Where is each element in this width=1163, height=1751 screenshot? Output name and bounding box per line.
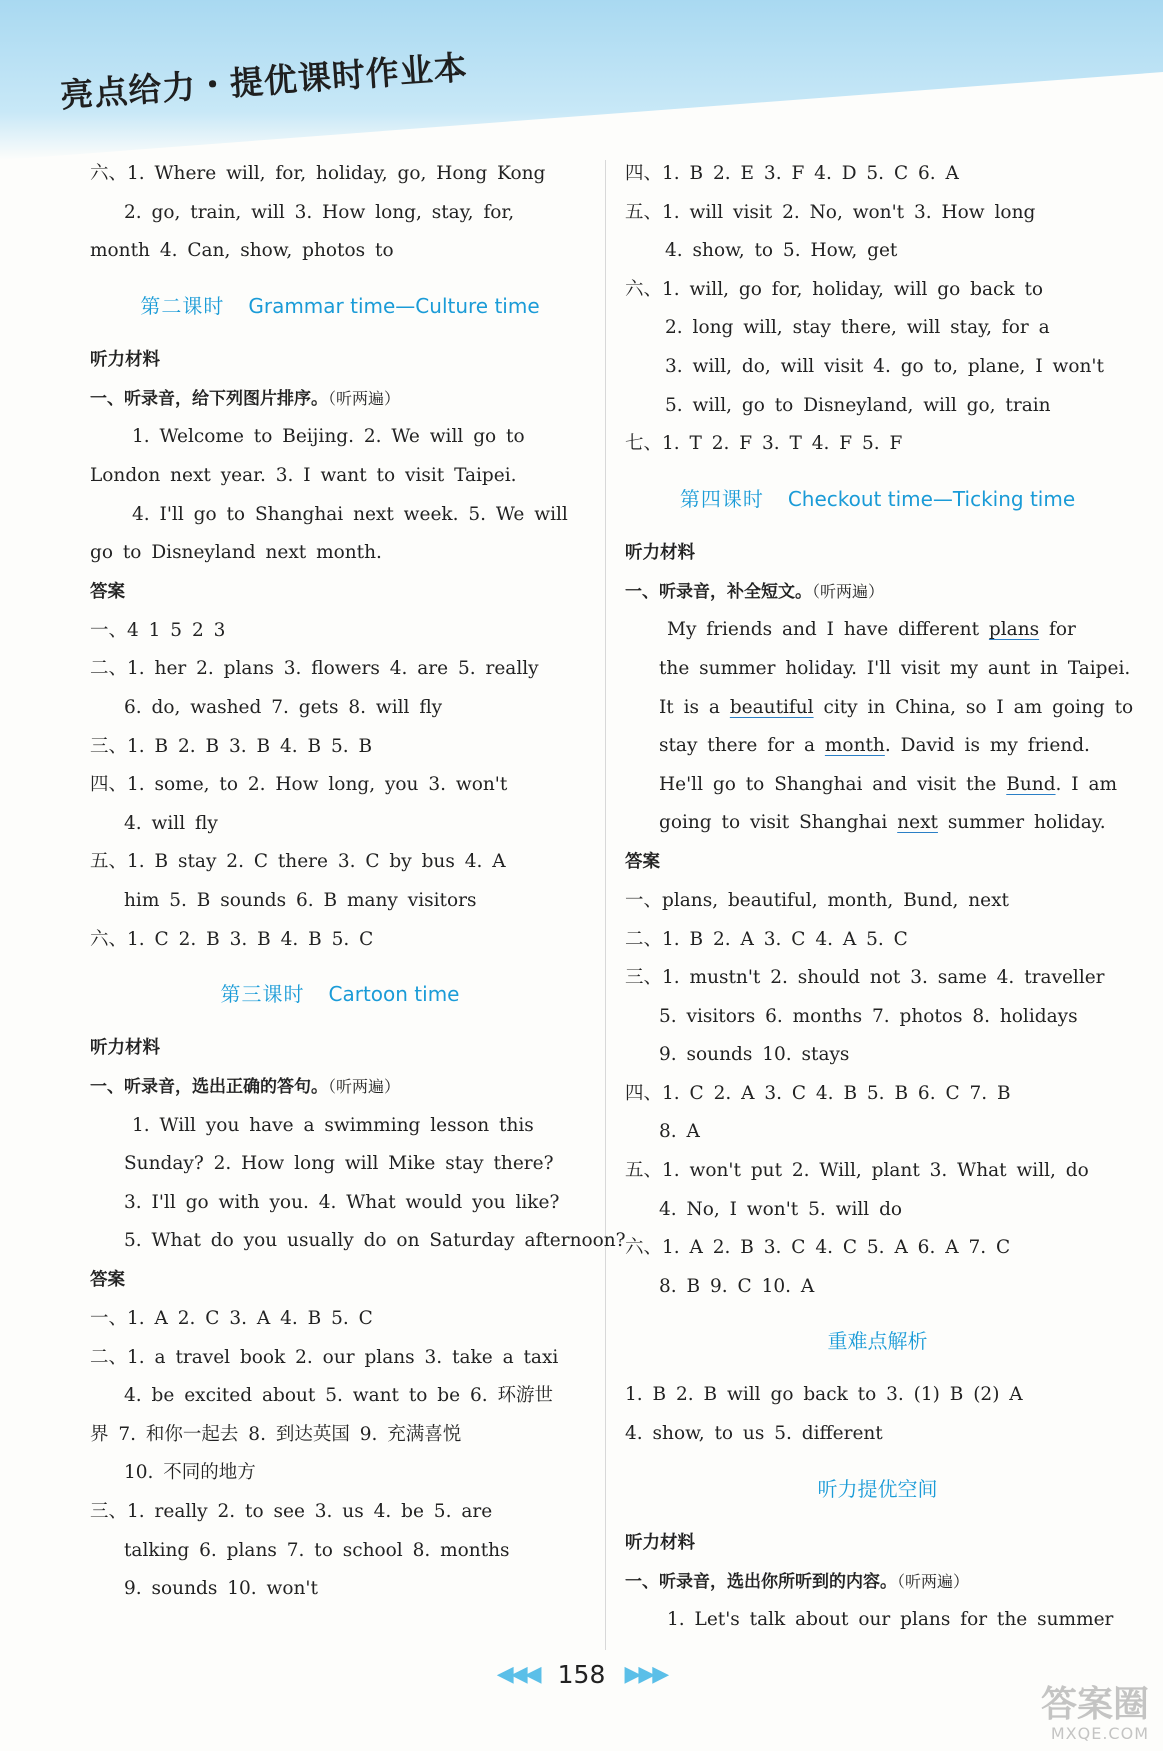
answer-line: 2. long will, stay there, will stay, for a bbox=[665, 317, 1050, 339]
answer-line: 三、1. B 2. B 3. B 4. B 5. B bbox=[90, 735, 373, 757]
answer-line: 四、1. C 2. A 3. C 4. B 5. B 6. C 7. B bbox=[625, 1082, 1011, 1104]
answer-line: 二、1. her 2. plans 3. flowers 4. are 5. really bbox=[90, 658, 539, 680]
answer-line: 4. be excited about 5. want to be 6. 环游世 bbox=[124, 1385, 553, 1407]
listening-label: 听力材料 bbox=[625, 1532, 695, 1553]
transcript-line: 1. Let's talk about our plans for the summer bbox=[667, 1609, 1114, 1631]
section-heading-en: Checkout time—Ticking time bbox=[787, 486, 1076, 511]
page-footer bbox=[0, 1660, 1163, 1689]
answer-line: 六、1. will, go for, holiday, will go back to bbox=[625, 278, 1044, 300]
answer-line: 五、1. won't put 2. Will, plant 3. What will, do bbox=[625, 1160, 1089, 1182]
section-heading-en: Grammar time—Culture time bbox=[248, 293, 540, 318]
blank-answer: month bbox=[824, 735, 885, 757]
answer-line: 4. show, to 5. How, get bbox=[665, 240, 898, 262]
right-column bbox=[625, 155, 1134, 1640]
listening-label: 听力材料 bbox=[90, 349, 160, 370]
transcript-line: 3. I'll go with you. 4. What would you like? bbox=[124, 1191, 560, 1213]
answer-line: 四、1. some, to 2. How long, you 3. won't bbox=[90, 774, 508, 796]
answer-line: him 5. B sounds 6. B many visitors bbox=[124, 889, 477, 911]
passage-line: stay there for a month. David is my friend. bbox=[659, 735, 1090, 757]
transcript-line: 5. What do you usually do on Saturday afternoon? bbox=[124, 1230, 626, 1252]
transcript-line: 1. Will you have a swimming lesson this bbox=[132, 1114, 534, 1136]
answer-line: 4. No, I won't 5. will do bbox=[659, 1198, 903, 1220]
answer-line: 一、plans, beautiful, month, Bund, next bbox=[625, 889, 1009, 911]
answer-line: month 4. Can, show, photos to bbox=[90, 240, 394, 262]
transcript-line: Sunday? 2. How long will Mike stay there? bbox=[124, 1153, 554, 1175]
question-heading: 一、听录音，补全短文。（听两遍） bbox=[625, 581, 885, 602]
answer-line: 10. 不同的地方 bbox=[124, 1462, 256, 1484]
blank-answer: Bund bbox=[1006, 773, 1056, 795]
answer-line: 2. go, train, will 3. How long, stay, for, bbox=[124, 201, 515, 223]
answers-label: 答案 bbox=[625, 851, 660, 872]
answer-line: 一、1. A 2. C 3. A 4. B 5. C bbox=[90, 1308, 373, 1330]
page-number: 158 bbox=[557, 1660, 606, 1689]
column-divider bbox=[605, 160, 606, 1650]
answer-line: 4. will fly bbox=[124, 812, 218, 834]
answer-line: 4. show, to us 5. different bbox=[625, 1423, 883, 1445]
passage-line: He'll go to Shanghai and visit the Bund. I am bbox=[659, 773, 1118, 795]
answer-line: 6. do, washed 7. gets 8. will fly bbox=[124, 696, 443, 718]
question-heading: 一、听录音，选出你所听到的内容。（听两遍） bbox=[625, 1571, 970, 1592]
passage-line: It is a beautiful city in China, so I am going to bbox=[659, 696, 1134, 718]
section-heading-cn: 第四课时 bbox=[679, 486, 764, 511]
answer-line: 1. B 2. B will go back to 3. (1) B (2) A bbox=[625, 1384, 1023, 1406]
section-heading-lesson2 bbox=[90, 271, 590, 341]
answer-line: 四、1. B 2. E 3. F 4. D 5. C 6. A bbox=[625, 163, 959, 184]
section-heading-listening-space bbox=[625, 1454, 1130, 1524]
blank-answer: plans bbox=[988, 619, 1040, 641]
answer-line: 5. will, go to Disneyland, will go, train bbox=[665, 394, 1051, 416]
answer-line: 五、1. B stay 2. C there 3. C by bus 4. A bbox=[90, 851, 506, 873]
blank-answer: next bbox=[897, 812, 938, 834]
answer-line: 三、1. really 2. to see 3. us 4. be 5. are bbox=[90, 1501, 493, 1523]
watermark: 答案圈 MXQE.COM bbox=[1040, 1684, 1149, 1743]
left-column bbox=[90, 155, 626, 1609]
answer-line: 三、1. mustn't 2. should not 3. same 4. traveller bbox=[625, 967, 1105, 989]
section-heading-cn: 重难点解析 bbox=[827, 1329, 928, 1354]
answer-line: 8. B 9. C 10. A bbox=[659, 1275, 815, 1297]
listening-label: 听力材料 bbox=[625, 542, 695, 563]
answer-line: 六、1. C 2. B 3. B 4. B 5. C bbox=[90, 928, 374, 950]
previous-arrows-icon: ◀◀◀ bbox=[496, 1662, 539, 1687]
answer-line: 3. will, do, will visit 4. go to, plane, I won't bbox=[665, 355, 1104, 377]
answers-label: 答案 bbox=[90, 1270, 125, 1291]
answers-label: 答案 bbox=[90, 581, 125, 602]
section-heading-lesson3 bbox=[90, 959, 590, 1029]
answer-line: 9. sounds 10. stays bbox=[659, 1044, 850, 1066]
passage-line: the summer holiday. I'll visit my aunt in Taipei. bbox=[659, 657, 1131, 679]
next-arrows-icon: ▶▶▶ bbox=[624, 1662, 667, 1687]
answer-line: 9. sounds 10. won't bbox=[124, 1578, 318, 1600]
passage-line: My friends and I have different plans for bbox=[667, 619, 1076, 641]
answer-line: 8. A bbox=[659, 1121, 700, 1143]
answer-line: talking 6. plans 7. to school 8. months bbox=[124, 1539, 510, 1561]
section-heading-cn: 第三课时 bbox=[220, 982, 305, 1007]
answer-line: 六、1. Where will, for, holiday, go, Hong Kong bbox=[90, 163, 546, 184]
section-heading-lesson4 bbox=[625, 464, 1130, 534]
blank-answer: beautiful bbox=[729, 696, 814, 718]
book-title: 亮点给力・提优课时作业本 bbox=[59, 47, 469, 116]
section-heading-en: Cartoon time bbox=[328, 982, 460, 1007]
transcript-line: 1. Welcome to Beijing. 2. We will go to bbox=[132, 426, 525, 448]
transcript-line: go to Disneyland next month. bbox=[90, 542, 382, 564]
question-heading: 一、听录音，选出正确的答句。（听两遍） bbox=[90, 1077, 401, 1098]
section-heading-cn: 第二课时 bbox=[140, 293, 225, 318]
passage-line: going to visit Shanghai next summer holiday. bbox=[659, 812, 1106, 834]
answer-line: 五、1. will visit 2. No, won't 3. How long bbox=[625, 201, 1036, 223]
answer-line: 二、1. a travel book 2. our plans 3. take a taxi bbox=[90, 1346, 559, 1368]
answer-line: 5. visitors 6. months 7. photos 8. holidays bbox=[659, 1005, 1078, 1027]
transcript-line: 4. I'll go to Shanghai next week. 5. We will bbox=[132, 503, 568, 525]
answer-line: 二、1. B 2. A 3. C 4. A 5. C bbox=[625, 928, 908, 950]
question-heading: 一、听录音，给下列图片排序。（听两遍） bbox=[90, 388, 401, 409]
section-heading-cn: 听力提优空间 bbox=[817, 1476, 938, 1501]
transcript-line: London next year. 3. I want to visit Taipei. bbox=[90, 464, 517, 486]
answer-line: 六、1. A 2. B 3. C 4. C 5. A 6. A 7. C bbox=[625, 1237, 1011, 1259]
answer-line: 界 7. 和你一起去 8. 到达英国 9. 充满喜悦 bbox=[90, 1423, 462, 1445]
answer-line: 一、4 1 5 2 3 bbox=[90, 619, 226, 641]
answer-line: 七、1. T 2. F 3. T 4. F 5. F bbox=[625, 433, 903, 455]
section-heading-key-points bbox=[625, 1306, 1130, 1376]
listening-label: 听力材料 bbox=[90, 1038, 160, 1059]
